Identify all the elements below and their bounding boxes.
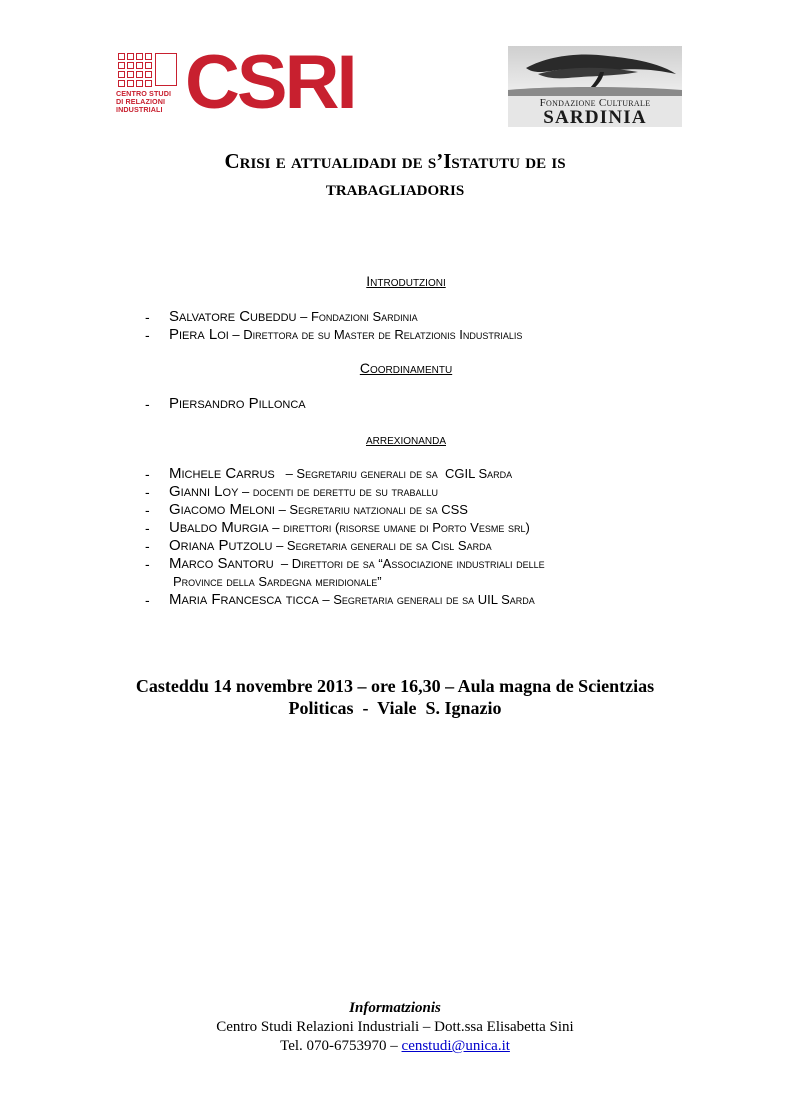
bullet-dash: - — [145, 396, 150, 412]
list-item — [0, 326, 789, 344]
bullet-dash: - — [145, 502, 150, 518]
list-item — [0, 519, 789, 537]
speaker-entry — [169, 395, 306, 413]
bullet-dash: - — [145, 327, 150, 343]
speaker-entry — [169, 501, 468, 519]
event-details — [80, 675, 710, 719]
bullet-dash: - — [145, 466, 150, 482]
section-heading-coord: Coordinamentu — [359, 360, 453, 376]
speaker-name: Maria Francesca ticca — [169, 591, 319, 608]
speaker-role: – Fondazioni Sardinia — [296, 309, 418, 324]
speaker-role-continuation: Province della Sardegna meridionale” — [173, 574, 382, 589]
speaker-role: – direttori (risorse umane di Porto Vesme srl) — [268, 520, 530, 535]
section-heading-intro: Introdutzioni — [366, 273, 446, 289]
document-title — [100, 148, 690, 202]
footer-title: Informatzionis — [349, 1000, 441, 1016]
speaker-role: – Segretaria generali de sa Cisl Sarda — [272, 538, 492, 553]
bullet-dash: - — [145, 520, 150, 536]
speakers-list — [0, 465, 789, 609]
sardinia-logo-line2: SARDINIA — [543, 107, 647, 127]
speaker-name: Ubaldo Murgia — [169, 519, 269, 536]
speaker-name: Gianni Loy — [169, 483, 239, 500]
list-item — [0, 591, 789, 609]
csri-logo — [116, 40, 376, 125]
list-item-continuation — [0, 573, 789, 591]
speaker-entry — [169, 591, 535, 609]
speaker-entry — [169, 308, 418, 326]
csri-subtitle-line: CENTRO STUDI — [116, 89, 172, 98]
bullet-dash: - — [145, 484, 150, 500]
bullet-dash: - — [145, 309, 150, 325]
intro-list — [0, 308, 789, 344]
event-line: Politicas - Viale S. Ignazio — [288, 698, 502, 718]
speaker-name: Michele Carrus — [169, 465, 275, 482]
event-line: Casteddu 14 novembre 2013 – ore 16,30 – Aula magna de Scientzias — [135, 676, 655, 696]
footer-org-line: Centro Studi Relazioni Industriali – Dott.ssa Elisabetta Sini — [216, 1019, 574, 1035]
speaker-name: Piera Loi — [169, 326, 229, 343]
speaker-role: – docenti de derettu de su traballu — [238, 484, 438, 499]
coord-list — [0, 395, 789, 413]
list-item — [0, 501, 789, 519]
footer-info — [100, 999, 690, 1056]
list-item — [0, 395, 789, 413]
speaker-role: – Direttori de sa “Associazione industriali delle — [273, 556, 545, 571]
speaker-entry — [169, 483, 438, 501]
speaker-role: – Direttora de su Master de Relatzionis Industrialis — [228, 327, 523, 342]
bullet-dash: - — [145, 592, 150, 608]
speaker-name: Marco Santoru — [169, 555, 274, 572]
csri-wordmark: CSRI — [185, 40, 355, 125]
footer-phone: Tel. 070-6753970 – — [280, 1038, 402, 1054]
bullet-dash: - — [145, 556, 150, 572]
speaker-name: Piersandro Pillonca — [169, 395, 306, 412]
title-line: Crisi e attualidadi de s’Istatutu de is — [224, 149, 566, 173]
list-item — [0, 483, 789, 501]
list-item — [0, 555, 789, 573]
csri-subtitle-line: DI RELAZIONI — [116, 97, 166, 106]
csri-subtitle-line: INDUSTRIALI — [116, 105, 163, 114]
list-item — [0, 465, 789, 483]
speaker-role: – Segretariu generali de sa CGIL Sarda — [274, 466, 513, 481]
speaker-name: Oriana Putzolu — [169, 537, 273, 554]
list-item — [0, 537, 789, 555]
section-heading-speakers: arrexionanda — [365, 431, 446, 447]
csri-logo-grid-icon — [118, 53, 176, 87]
speaker-entry — [169, 519, 530, 537]
speaker-entry — [169, 465, 512, 483]
speaker-role: – Segretaria generali de sa UIL Sarda — [318, 592, 535, 607]
speaker-name: Salvatore Cubeddu — [169, 308, 297, 325]
speaker-entry — [169, 326, 522, 344]
speaker-entry — [169, 555, 545, 573]
list-item — [0, 308, 789, 326]
title-line: trabagliadoris — [325, 176, 465, 200]
csri-logo-subtitle — [116, 90, 182, 114]
speaker-role: – Segretariu natzionali de sa CSS — [274, 502, 468, 517]
email-link[interactable]: censtudi@unica.it — [401, 1038, 510, 1054]
speaker-entry — [169, 537, 492, 555]
fondazione-sardinia-logo — [508, 46, 682, 127]
bullet-dash: - — [145, 538, 150, 554]
speaker-name: Giacomo Meloni — [169, 501, 275, 518]
sardinia-logo-line1: Fondazione Culturale — [539, 97, 651, 109]
footer-contact-line — [100, 1037, 690, 1056]
